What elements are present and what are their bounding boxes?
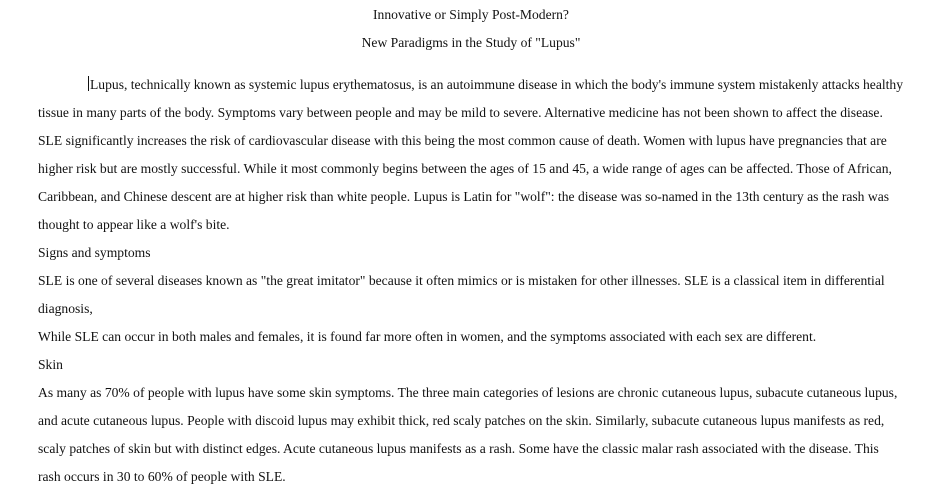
heading-signs-and-symptoms: Signs and symptoms xyxy=(38,245,151,260)
document-subtitle: New Paradigms in the Study of "Lupus" xyxy=(361,35,581,50)
document-page[interactable] xyxy=(38,0,904,491)
paragraph-intro[interactable] xyxy=(38,71,904,239)
heading-skin: Skin xyxy=(38,357,63,372)
paragraph-great-imitator: SLE is one of several diseases known as "the great imitator" because it often mimics or is mistaken for other illnesses. SLE is a classical item in differential diagnosis, xyxy=(38,273,885,316)
paragraph-males-females: While SLE can occur in both males and females, it is found far more often in women, and the symptoms associated with each sex are different. xyxy=(38,329,817,344)
paragraph-skin-symptoms: As many as 70% of people with lupus have some skin symptoms. The three main categories of lesions are chronic cutaneous lupus, subacute cutaneous lupus, and acute cutaneous lupus. People with discoid lupus may exhibit thick, red scaly patches on the skin. Similarly, subacute cutaneous lupus manifests as red, scaly patches of skin but with distinct edges. Acute cutaneous lupus manifests as a rash. Some have the classic malar rash associated with the disease. This rash occurs in 30 to 60% of people with SLE. xyxy=(38,385,898,484)
text-cursor xyxy=(88,76,89,91)
paragraph-intro-text: Lupus, technically known as systemic lupus erythematosus, is an autoimmune disease in which the body's immune system mistakenly attacks healthy tissue in many parts of the body. Symptoms vary between people and may be mild to severe. Alternative medicine has not been shown to affect the disease. SLE significantly increases the risk of cardiovascular disease with this being the most common cause of death. Women with lupus have pregnancies that are higher risk but are mostly successful. While it most commonly begins between the ages of 15 and 45, a wide range of ages can be affected. Those of African, Caribbean, and Chinese descent are at higher risk than white people. Lupus is Latin for "wolf": the disease was so-named in the 13th century as the rash was thought to appear like a wolf's bite. xyxy=(38,77,904,232)
document-title: Innovative or Simply Post-Modern? xyxy=(373,7,569,22)
